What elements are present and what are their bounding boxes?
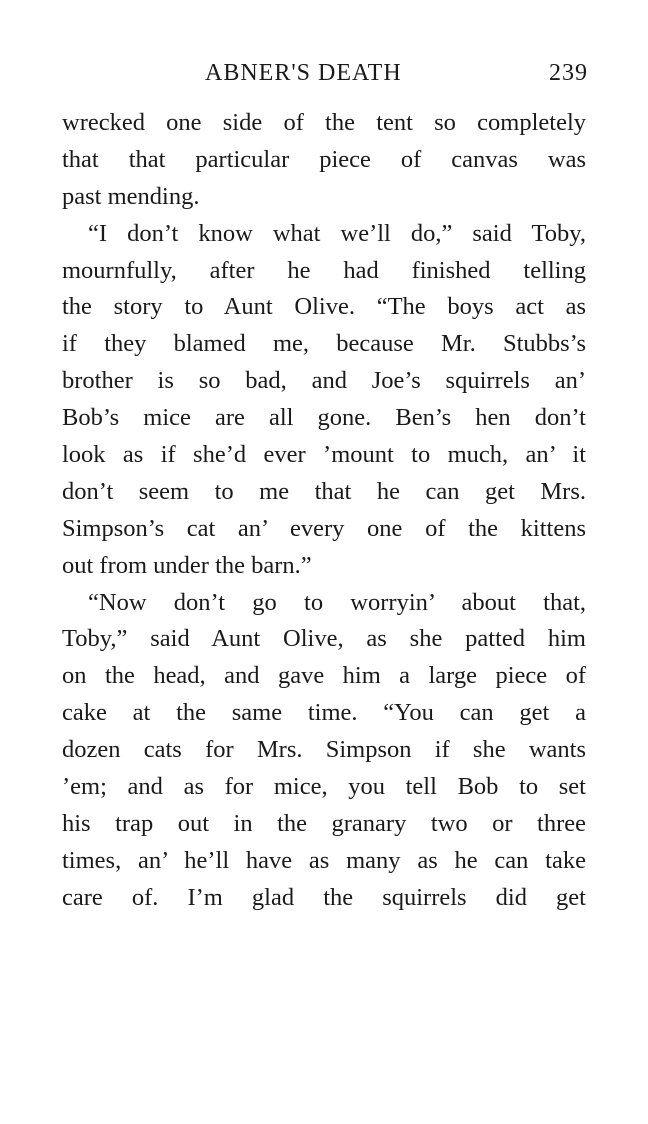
- chapter-title: ABNER'S DEATH: [205, 60, 402, 86]
- text-line: out from under the barn.”: [62, 551, 312, 579]
- text-line: care of. I’m glad the squirrels did get: [62, 883, 586, 911]
- running-header: [62, 56, 588, 90]
- text-line: times, an’ he’ll have as many as he can take: [62, 846, 586, 874]
- text-line: on the head, and gave him a large piece of: [62, 662, 586, 690]
- text-line: that that particular piece of canvas was: [62, 145, 586, 173]
- text-line: don’t seem to me that he can get Mrs.: [62, 477, 586, 505]
- text-line: “Now don’t go to worryin’ about that,: [88, 588, 586, 616]
- text-line: “I don’t know what we’ll do,” said Toby,: [88, 219, 586, 247]
- body-text: [62, 105, 586, 917]
- page-number: 239: [549, 60, 588, 86]
- text-line: if they blamed me, because Mr. Stubbs’s: [62, 330, 586, 358]
- text-line: look as if she’d ever ’mount to much, an’ it: [62, 441, 586, 469]
- text-line: Toby,” said Aunt Olive, as she patted him: [62, 625, 586, 653]
- text-line: the story to Aunt Olive. “The boys act as: [62, 293, 586, 321]
- text-line: mournfully, after he had finished telling: [62, 256, 586, 284]
- text-line: ’em; and as for mice, you tell Bob to set: [62, 773, 586, 801]
- text-line: past mending.: [62, 182, 200, 210]
- text-line: Bob’s mice are all gone. Ben’s hen don’t: [62, 404, 586, 432]
- text-line: wrecked one side of the tent so completely: [62, 109, 586, 136]
- text-line: cake at the same time. “You can get a: [62, 699, 586, 727]
- text-line: dozen cats for Mrs. Simpson if she wants: [62, 736, 586, 764]
- text-line: Simpson’s cat an’ every one of the kittens: [62, 514, 586, 542]
- text-line: brother is so bad, and Joe’s squirrels an’: [62, 367, 586, 395]
- text-line: his trap out in the granary two or three: [62, 809, 586, 837]
